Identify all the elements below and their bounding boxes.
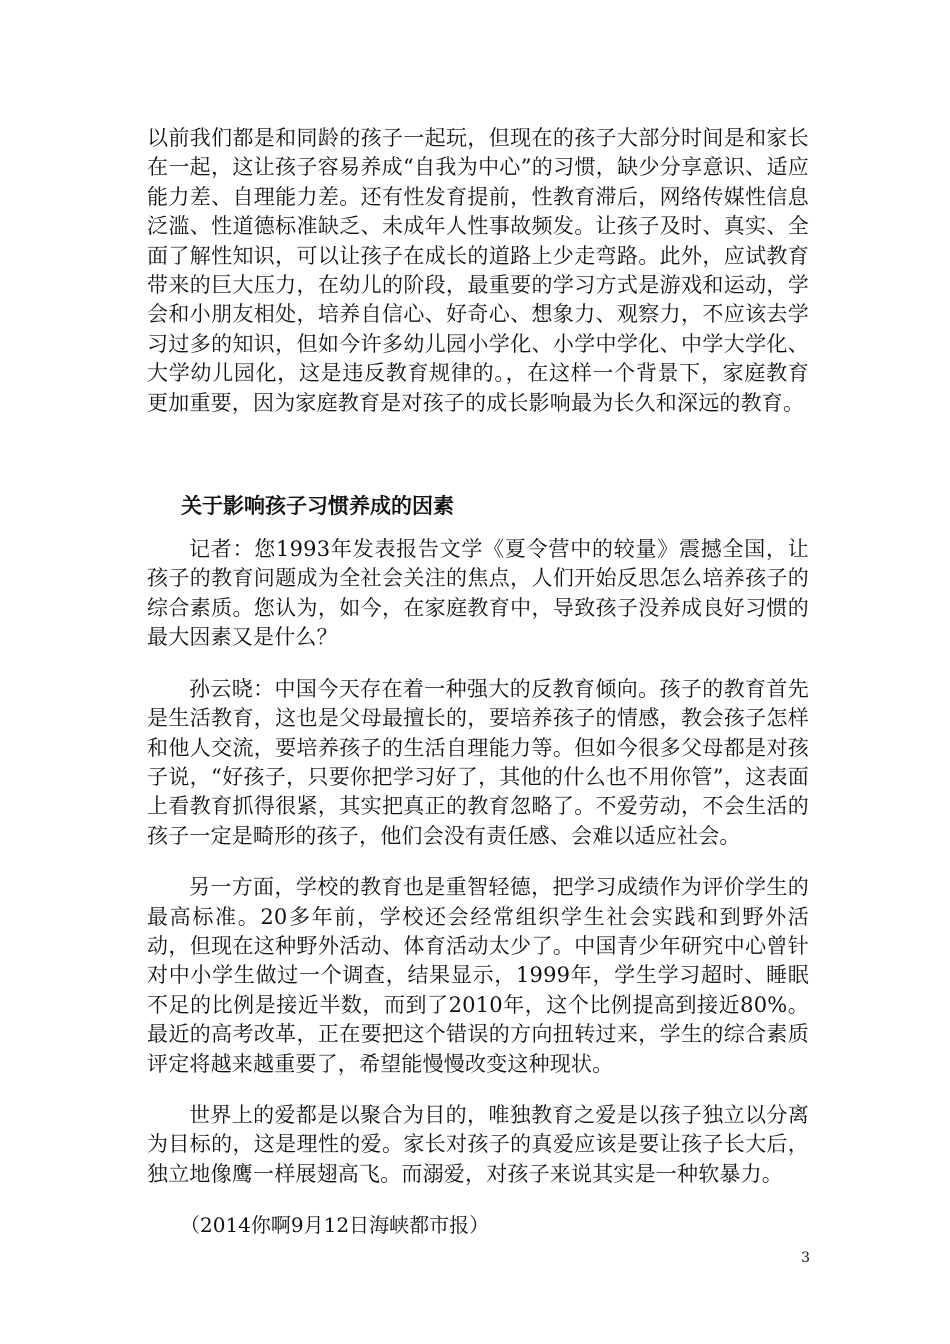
school-education-paragraph: 另一方面，学校的教育也是重智轻德，把学习成绩作为评价学生的最高标准。20多年前，学校还会经常组织学生社会实践和到野外活动，但现在这种野外活动、体育活动太少了。中国青少年研究中心曾针对中小学生做过一个调查，结果显示，1999年，学生学习超时、睡眠不足的比例是接近半数，而到了2010年，这个比例提高到接近80%。最近的高考改革，正在要把这个错误的方向扭转过来，学生的综合素质评定将越来越重要了，希望能慢慢改变这种现状。	[147, 875, 809, 1076]
paragraph-spacer	[147, 653, 809, 675]
source-citation: （2014你啊9月12日海峡都市报）	[180, 1213, 490, 1238]
paragraph-spacer	[147, 851, 809, 873]
heading-spacer	[147, 521, 809, 535]
paragraph-spacer	[147, 1079, 809, 1101]
paragraph-spacer	[147, 1189, 809, 1211]
article-body	[147, 124, 809, 1240]
page-number: 3	[801, 1250, 810, 1266]
intro-paragraph: 以前我们都是和同龄的孩子一起玩，但现在的孩子大部分时间是和家长在一起，这让孩子容易养成“自我为中心”的习惯，缺少分享意识、适应能力差、自理能力差。还有性发育提前，性教育滞后，网络传媒性信息泛滥、性道德标准缺乏、未成年人性事故频发。让孩子及时、真实、全面了解性知识，可以让孩子在成长的道路上少走弯路。此外，应试教育带来的巨大压力，在幼儿的阶段，最重要的学习方式是游戏和运动，学会和小朋友相处，培养自信心、好奇心、想象力、观察力，不应该去学习过多的知识，但如今许多幼儿园小学化、小学中学化、中学大学化、大学幼儿园化，这是违反教育规律的。，在这样一个背景下，家庭教育更加重要，因为家庭教育是对孩子的成长影响最为长久和深远的教育。	[147, 126, 809, 415]
answer-paragraph: 孙云晓：中国今天存在着一种强大的反教育倾向。孩子的教育首先是生活教育，这也是父母最擅长的，要培养孩子的情感，教会孩子怎样和他人交流，要培养孩子的生活自理能力等。但如今很多父母都是对孩子说，“好孩子，只要你把学习好了，其他的什么也不用你管”，这表面上看教育抓得很紧，其实把真正的教育忽略了。不爱劳动，不会生活的孩子一定是畸形的孩子，他们会没有责任感、会难以适应社会。	[147, 676, 809, 848]
section-heading: 关于影响孩子习惯养成的因素	[181, 493, 454, 519]
section-spacer	[147, 418, 809, 491]
parental-love-paragraph: 世界上的爱都是以聚合为目的，唯独教育之爱是以孩子独立以分离为目标的，这是理性的爱。家长对孩子的真爱应该是要让孩子长大后，独立地像鹰一样展翅高飞。而溺爱，对孩子来说其实是一种软暴力。	[147, 1102, 809, 1186]
reporter-question-paragraph: 记者：您1993年发表报告文学《夏令营中的较量》震撼全国，让孩子的教育问题成为全社会关注的焦点，人们开始反思怎么培养孩子的综合素质。您认为，如今，在家庭教育中，导致孩子没养成良好习惯的最大因素又是什么？	[147, 537, 809, 650]
